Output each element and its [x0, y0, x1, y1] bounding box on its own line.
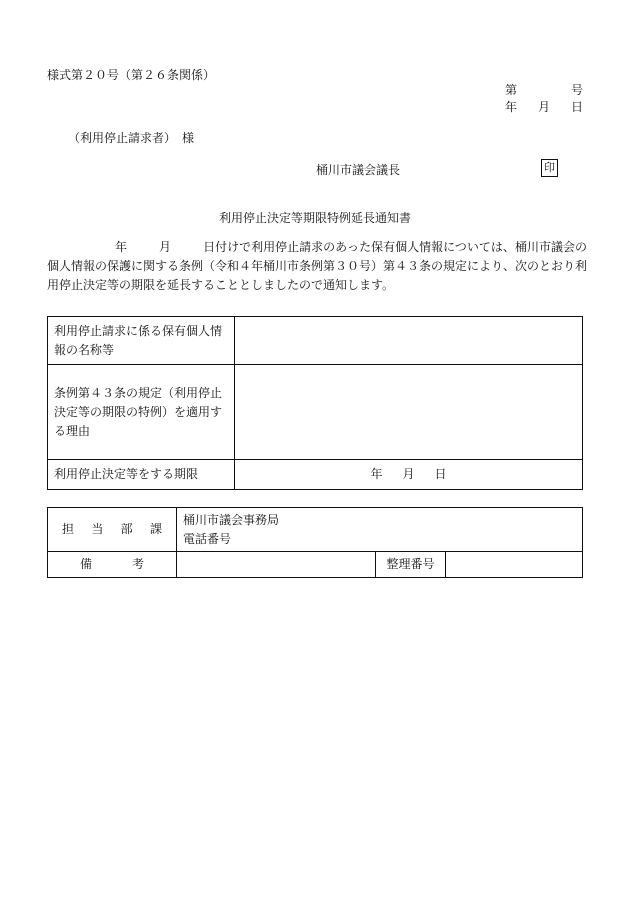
form-number: 様式第２０号（第２６条関係）: [47, 68, 216, 82]
deadline-day: 日: [434, 467, 447, 481]
deadline-month: 月: [402, 467, 415, 481]
document-number-line: [505, 81, 583, 98]
document-title: 利用停止決定等期限特例延長通知書: [218, 211, 411, 225]
reason-value[interactable]: [235, 365, 583, 460]
department-name: 桶川市議会事務局: [183, 512, 280, 527]
issue-date-line: [505, 98, 583, 115]
reason-label: 条例第４３条の規定（利用停止決定等の期限の特例）を適用する理由: [48, 365, 235, 460]
office-table: [47, 507, 583, 578]
number-suffix: 号: [570, 83, 583, 97]
body-year: 年: [115, 240, 128, 254]
table-row: [48, 365, 583, 460]
table-row: [48, 317, 583, 365]
remarks-label: 備 考: [48, 552, 177, 578]
issue-day: 日: [570, 100, 583, 114]
body-month: 月: [159, 240, 172, 254]
addressee: （利用停止請求者） 様: [68, 131, 195, 145]
info-name-label: 利用停止請求に係る保有個人情報の名称等: [48, 317, 235, 365]
remarks-value[interactable]: [177, 552, 376, 578]
details-table: [47, 316, 583, 490]
issue-year: 年: [505, 100, 518, 114]
number-prefix: 第: [505, 83, 518, 97]
reference-number-value[interactable]: [446, 552, 583, 578]
notice-body: [47, 238, 587, 295]
sender-name: 桶川市議会議長: [316, 163, 401, 177]
body-text: 日付けで利用停止請求のあった保有個人情報については、桶川市議会の個人情報の保護に関する条例（令和４年桶川市条例第３０号）第４３条の規定により、次のとおり利用停止決定等の期限を延長することとしましたので通知します。: [47, 240, 588, 292]
department-label: 担 当 部 課: [48, 508, 177, 552]
issue-month: 月: [537, 100, 550, 114]
table-row: [48, 552, 583, 578]
table-row: [48, 508, 583, 552]
seal-mark: 印: [541, 159, 558, 177]
deadline-label: 利用停止決定等をする期限: [48, 460, 235, 490]
reference-number-label: 整理番号: [376, 552, 446, 578]
deadline-value[interactable]: [235, 460, 583, 490]
table-row: [48, 460, 583, 490]
department-value: [177, 508, 583, 552]
phone-number-label: 電話番号: [183, 531, 232, 546]
info-name-value[interactable]: [235, 317, 583, 365]
deadline-year: 年: [370, 467, 383, 481]
